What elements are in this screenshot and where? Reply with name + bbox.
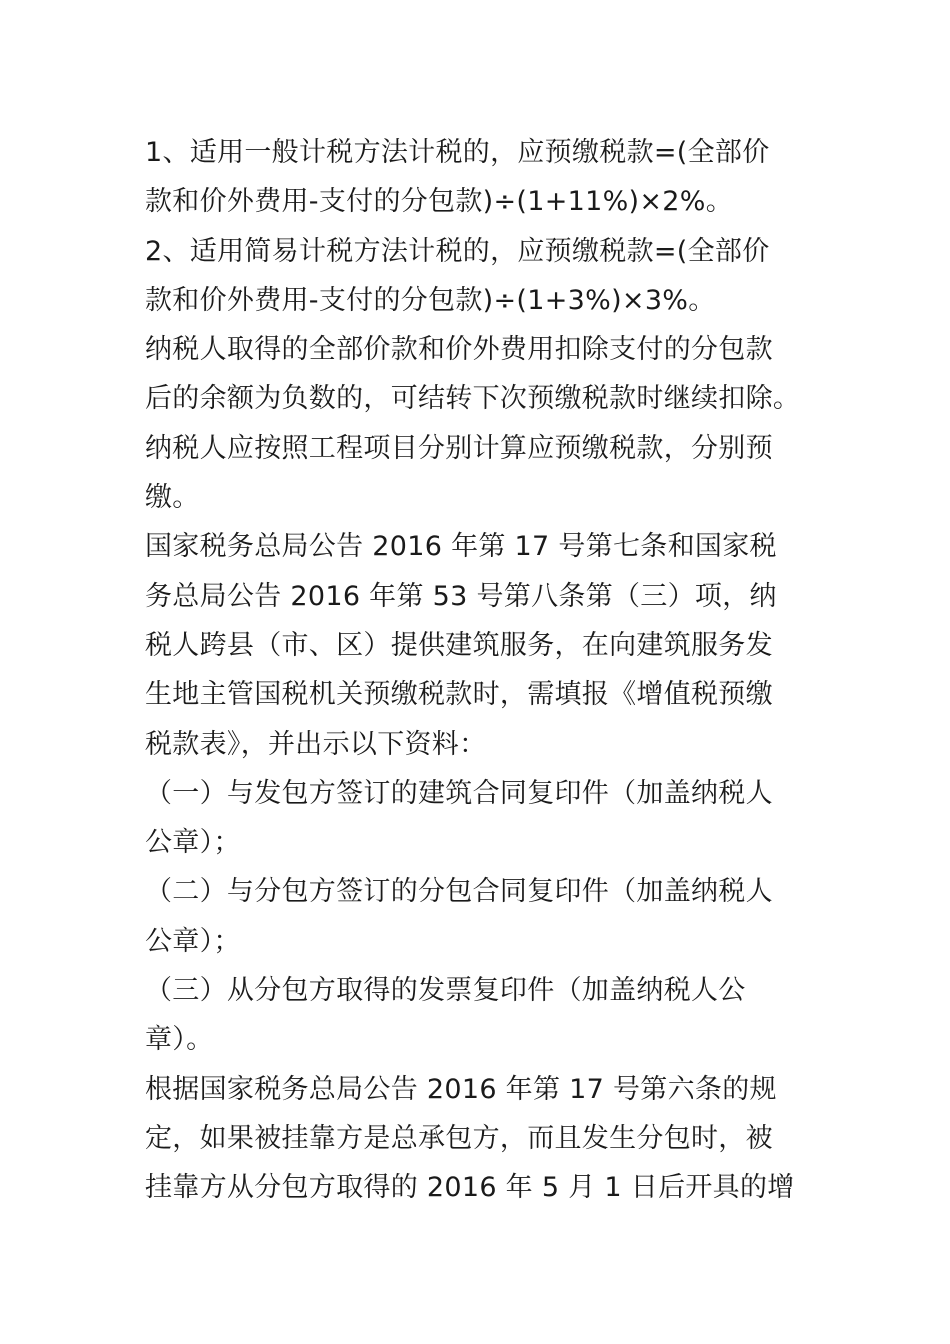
text-line-19: 章）。 <box>145 1024 214 1056</box>
text-line-21: 定，如果被挂靠方是总承包方，而且发生分包时，被 <box>145 1122 773 1154</box>
text-line-11: 税人跨县（市、区）提供建筑服务，在向建筑服务发 <box>145 629 773 661</box>
text-line-18: （三）从分包方取得的发票复印件（加盖纳税人公 <box>145 975 746 1007</box>
text-line-8: 缴。 <box>145 482 200 514</box>
text-line-2: 款和价外费用-支付的分包款)÷(1+11%)×2%。 <box>145 186 734 218</box>
document-body <box>145 128 810 1213</box>
text-line-6: 后的余额为负数的，可结转下次预缴税款时继续扣除。 <box>145 383 801 415</box>
text-line-16: （二）与分包方签订的分包合同复印件（加盖纳税人 <box>145 876 773 908</box>
text-line-10: 务总局公告 2016 年第 53 号第八条第（三）项，纳 <box>145 580 777 612</box>
text-line-7: 纳税人应按照工程项目分别计算应预缴税款，分别预 <box>145 432 773 464</box>
text-line-22: 挂靠方从分包方取得的 2016 年 5 月 1 日后开具的增 <box>145 1172 795 1204</box>
text-line-17: 公章）； <box>145 925 241 957</box>
text-line-15: 公章）； <box>145 827 241 859</box>
text-line-20: 根据国家税务总局公告 2016 年第 17 号第六条的规 <box>145 1073 777 1105</box>
text-line-5: 纳税人取得的全部价款和价外费用扣除支付的分包款 <box>145 334 773 366</box>
text-line-1: 1、适用一般计税方法计税的，应预缴税款=(全部价 <box>145 137 770 168</box>
text-line-9: 国家税务总局公告 2016 年第 17 号第七条和国家税 <box>145 531 777 563</box>
text-line-3: 2、适用简易计税方法计税的，应预缴税款=(全部价 <box>145 235 770 267</box>
text-line-12: 生地主管国税机关预缴税款时，需填报《增值税预缴 <box>145 679 773 711</box>
text-line-13: 税款表》，并出示以下资料： <box>145 728 487 760</box>
text-line-14: （一）与发包方签订的建筑合同复印件（加盖纳税人 <box>145 777 773 809</box>
text-line-4: 款和价外费用-支付的分包款)÷(1+3%)×3%。 <box>145 284 716 316</box>
